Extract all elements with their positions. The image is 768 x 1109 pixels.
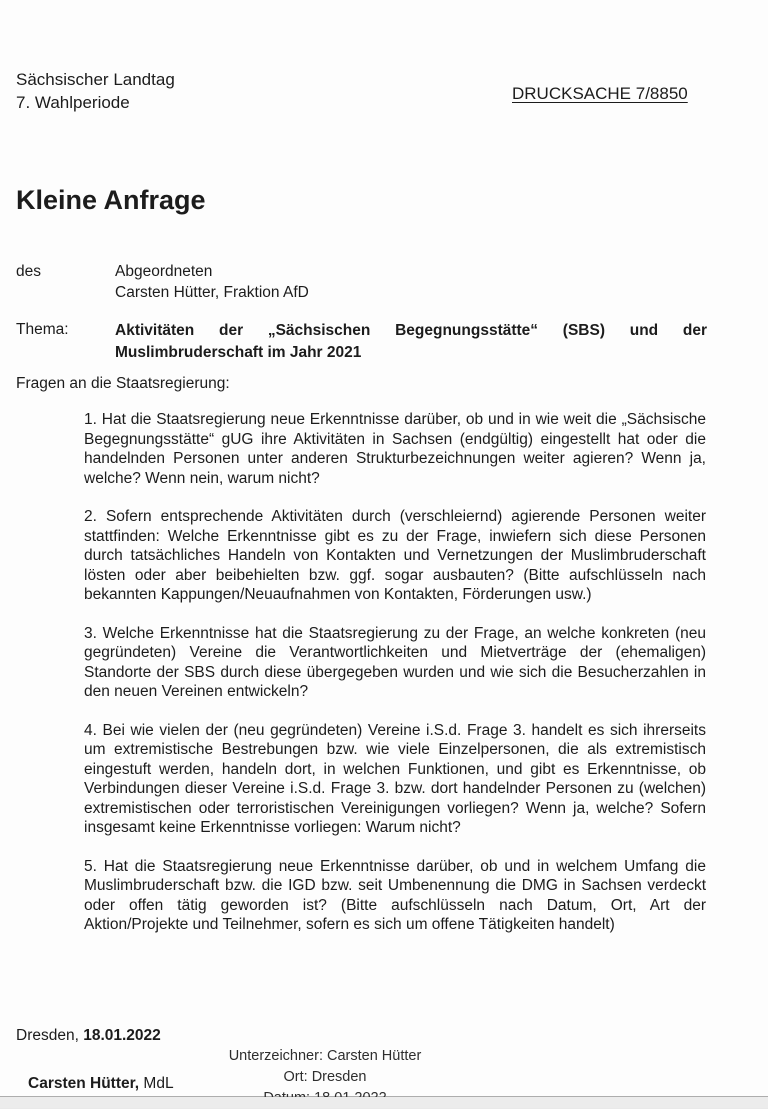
question-paragraph: 3. Welche Erkenntnisse hat die Staatsregierung zu der Frage, an welche konkreten (neu gegründeten) Vereine die Verantwortlichkeiten und Mietverträge der (ehemaligen) Standorte der SBS durch diese übergegeben wurden und wie sich die Besucherzahlen in den neuen Vereinen entwickeln?	[84, 624, 706, 700]
org-name: Sächsischer Landtag	[16, 70, 175, 89]
legislative-period: 7. Wahlperiode	[16, 93, 130, 112]
signer-name	[28, 1074, 174, 1094]
date-value: 18.01.2022	[83, 1027, 161, 1044]
signer-title: MdL	[139, 1075, 174, 1092]
thema-line1: Aktivitäten der „Sächsischen Begegnungsstätte“ (SBS) und der	[115, 322, 707, 339]
signature-place: Ort: Dresden	[283, 1069, 367, 1085]
drucksache-number: DRUCKSACHE 7/8850	[512, 84, 688, 103]
question-paragraph: 4. Bei wie vielen der (neu gegründeten) Vereine i.S.d. Frage 3. handelt es sich ihrerseits um extremistische Bestrebungen bzw. wie viele Einzelpersonen, die als extremistisch eingestuft werden, handeln dort, in welchen Funktionen, und gibt es Erkenntnisse, ob Verbindungen dieser Vereine i.S.d. Frage 3. bzw. dort handelnder Personen zu (welchen) extremistischen oder terroristischen Vereinigungen vorliegen? Wenn ja, welche? Sofern insgesamt keine Erkenntnisse vorliegen: Warum nicht?	[84, 721, 706, 836]
place-label: Dresden,	[16, 1027, 84, 1044]
questions-intro: Fragen an die Staatsregierung:	[16, 375, 230, 392]
place-and-date	[16, 1026, 161, 1046]
signer-name-bold: Carsten Hütter,	[28, 1075, 140, 1092]
thema-label: Thema:	[16, 321, 69, 338]
signature-signer: Unterzeichner: Carsten Hütter	[228, 1048, 422, 1064]
thema-line2: Muslimbruderschaft im Jahr 2021	[115, 344, 362, 361]
question-paragraph: 1. Hat die Staatsregierung neue Erkenntnisse darüber, ob und in wie weit die „Sächsische Begegnungsstätte“ gUG ihre Aktivitäten in Sachsen (endgültig) eingestellt hat oder die handelnden Personen unter anderen Strukturbezeichnungen weiter agieren? Wenn ja, welche? Wenn nein, warum nicht?	[84, 411, 706, 487]
submitter-role: Abgeordneten	[115, 263, 213, 280]
document-title: Kleine Anfrage	[16, 185, 206, 215]
submitter-label: des	[16, 263, 41, 280]
questions-list	[84, 410, 706, 954]
question-paragraph: 5. Hat die Staatsregierung neue Erkenntnisse darüber, ob und in welchem Umfang die Muslimbruderschaft bzw. die IGD bzw. seit Umbenennung die DMG in Sachsen verdeckt oder offen tätig geworden ist? (Bitte aufschlüsseln nach Datum, Ort, Art der Aktion/Projekte und Teilnehmer, sofern es sich um offene Tätigkeiten handelt)	[84, 857, 706, 933]
thema-text	[115, 320, 707, 364]
question-paragraph: 2. Sofern entsprechende Aktivitäten durch (verschleiernd) agierende Personen weiter stattfinden: Welche Erkenntnisse gibt es zu der Frage, inwiefern sich diese Personen durch tatsächliches Handeln von Kontakten und Vernetzungen der Muslimbruderschaft lösten oder aber beibehielten bzw. ggf. sogar ausbauten? (Bitte aufschlüsseln nach bekannten Kappungen/Neuaufnahmen von Kontakten, Förderungen usw.)	[84, 508, 706, 603]
submitter-name: Carsten Hütter, Fraktion AfD	[115, 284, 309, 301]
page-edge-background	[0, 1097, 768, 1108]
